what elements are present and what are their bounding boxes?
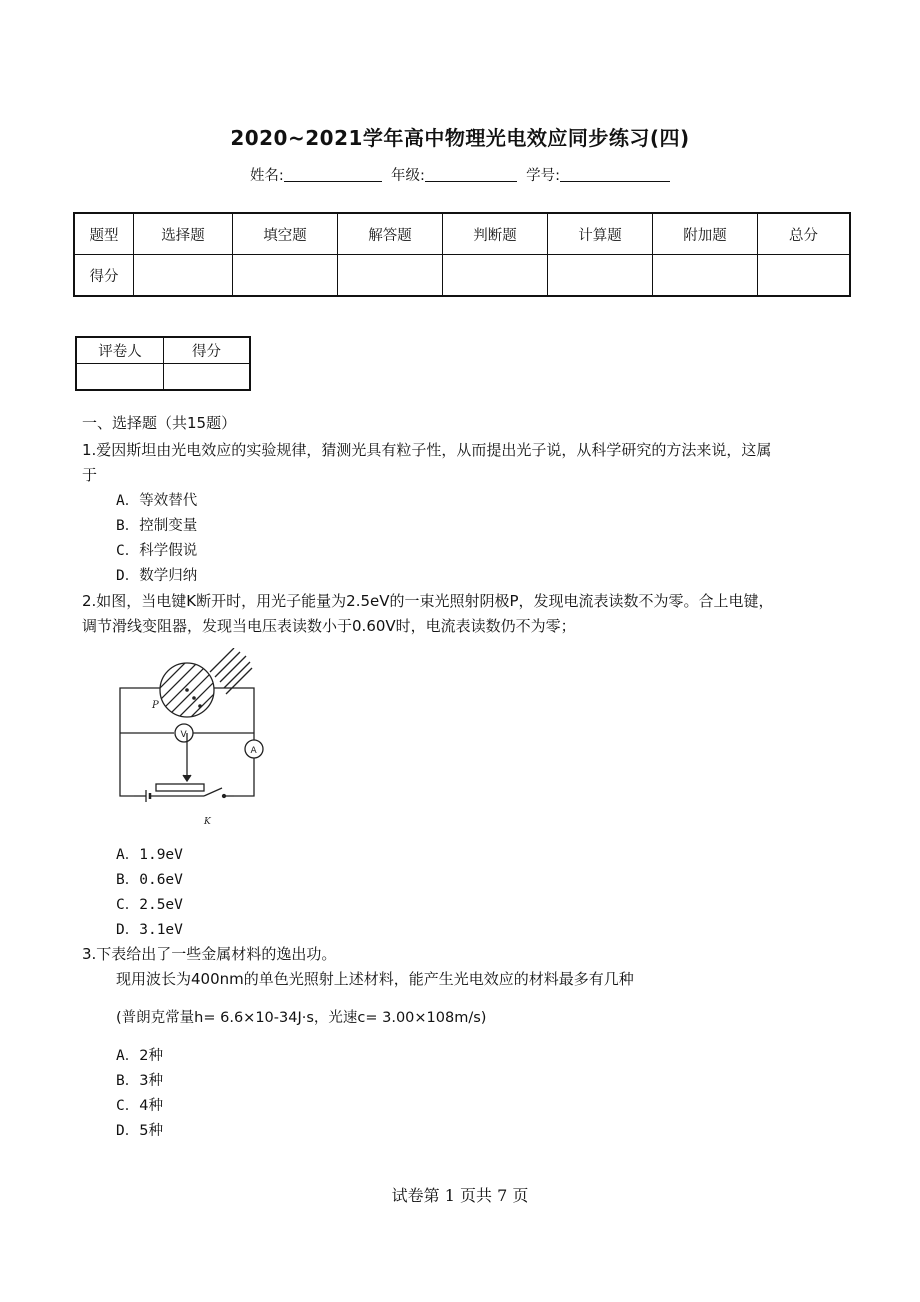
option-letter: A． [116, 847, 140, 863]
id-label: 学号: [526, 168, 561, 184]
option-text: 2种 [139, 1048, 163, 1064]
page-title: 2020~2021学年高中物理光电效应同步练习(四) [230, 126, 690, 150]
option-text: 5种 [139, 1123, 163, 1139]
name-label: 姓名: [249, 168, 284, 184]
score-cell [338, 255, 443, 297]
score-header-cell: 选择题 [134, 213, 233, 255]
question-2-option-d [116, 918, 183, 939]
page-footer: 试卷第 1 页共 7 页 [391, 1186, 529, 1205]
score-row-label: 得分 [74, 255, 134, 297]
question-3-option-a [116, 1044, 163, 1065]
score-cell [233, 255, 338, 297]
question-1-option-d [116, 564, 197, 585]
score-header-cell: 总分 [758, 213, 851, 255]
rheostat-symbol [156, 784, 204, 791]
score-cell [653, 255, 758, 297]
option-letter: A． [116, 1048, 140, 1064]
score-header-cell: 判断题 [443, 213, 548, 255]
label-p: P [152, 700, 159, 711]
option-letter: C． [116, 897, 140, 913]
score-cell [134, 255, 233, 297]
question-2-option-c [116, 893, 183, 914]
option-letter: B． [116, 872, 140, 888]
score-table-score-row [74, 255, 850, 297]
id-blank [560, 167, 670, 182]
question-2-option-a [116, 843, 183, 864]
label-k: K [204, 817, 211, 827]
name-blank [284, 167, 382, 182]
question-3-stem-line-2: 现用波长为400nm的单色光照射上述材料，能产生光电效应的材料最多有几种 [116, 970, 634, 988]
label-v: V [180, 730, 187, 740]
option-text: 2.5eV [139, 897, 183, 913]
question-1-option-b [116, 514, 197, 535]
option-text: 等效替代 [139, 493, 198, 509]
score-header-cell: 计算题 [548, 213, 653, 255]
option-letter: D． [116, 922, 140, 938]
question-1-option-c [116, 539, 197, 560]
question-1-stem-line-2: 于 [82, 466, 98, 484]
option-letter: C． [116, 1098, 140, 1114]
option-text: 1.9eV [139, 847, 183, 863]
option-letter: B． [116, 1073, 140, 1089]
option-text: 3.1eV [139, 922, 183, 938]
section-heading: 一、选择题（共15题） [82, 414, 237, 432]
option-letter: C． [116, 543, 140, 559]
grader-cell [164, 364, 251, 391]
question-3-constants: (普朗克常量h= 6.6×10-34J·s，光速c= 3.00×108m/s) [116, 1010, 487, 1026]
grade-blank [425, 167, 517, 182]
score-header-cell: 题型 [74, 213, 134, 255]
option-text: 3种 [139, 1073, 163, 1089]
label-a: A [250, 746, 257, 756]
score-table [73, 212, 851, 297]
question-2-stem-line-1: 2.如图，当电键K断开时，用光子能量为2.5eV的一束光照射阴极P，发现电流表读数不为零。合上电键， [82, 592, 774, 610]
option-text: 控制变量 [139, 518, 198, 534]
score-header-cell: 填空题 [233, 213, 338, 255]
grade-label: 年级: [391, 168, 425, 184]
student-info [0, 164, 920, 185]
question-2-stem-line-2: 调节滑线变阻器，发现当电压表读数小于0.60V时，电流表读数仍不为零； [82, 617, 576, 635]
question-1-stem-line-1: 1.爱因斯坦由光电效应的实验规律，猜测光具有粒子性，从而提出光子说，从科学研究的方法来说，这属 [82, 441, 772, 459]
option-letter: A． [116, 493, 140, 509]
question-2-option-b [116, 868, 183, 889]
question-3-option-b [116, 1069, 163, 1090]
question-3-option-c [116, 1094, 163, 1115]
option-text: 数学归纳 [139, 568, 198, 584]
grader-header-cell: 评卷人 [76, 337, 164, 364]
score-header-cell: 附加题 [653, 213, 758, 255]
option-letter: B． [116, 518, 140, 534]
option-letter: D． [116, 1123, 140, 1139]
score-cell [758, 255, 851, 297]
question-3-option-d [116, 1119, 163, 1140]
question-3-stem-line-1: 3.下表给出了一些金属材料的逸出功。 [82, 945, 337, 963]
question-1-option-a [116, 489, 197, 510]
score-cell [443, 255, 548, 297]
option-text: 4种 [139, 1098, 163, 1114]
grader-cell [76, 364, 164, 391]
score-header-cell: 解答题 [338, 213, 443, 255]
photoelectric-circuit-diagram [112, 648, 267, 830]
option-text: 0.6eV [139, 872, 183, 888]
score-table-header-row [74, 213, 850, 255]
grader-header-cell: 得分 [164, 337, 251, 364]
grader-table [75, 336, 251, 391]
option-text: 科学假说 [139, 543, 198, 559]
switch-symbol [204, 788, 222, 796]
score-cell [548, 255, 653, 297]
option-letter: D． [116, 568, 140, 584]
